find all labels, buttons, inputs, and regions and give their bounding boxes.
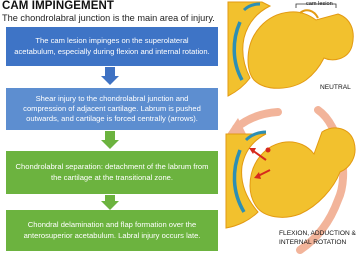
cam-lesion-label: cam lesion (306, 1, 333, 7)
diagram-title: CAM IMPINGEMENT (2, 0, 115, 12)
step-text: The cam lesion impinges on the superolateral acetabulum, especially during flexion and internal rotation. (14, 36, 210, 56)
neutral-hip-figure (228, 2, 353, 96)
flexion-label-line2: INTERNAL ROTATION (279, 238, 347, 246)
step-text: Chondrolabral separation: detachment of the labrum from the cartilage at the transitional zone. (15, 162, 209, 182)
flexion-label (279, 230, 356, 247)
step-text: Shear injury to the chondrolabral junction and compression of adjacent cartilage. Labrum is pushed outwards, and cartilage is forced centrally (arrows). (23, 93, 201, 123)
diagram-subtitle: The chondrolabral junction is the main area of injury. (2, 13, 215, 23)
step-text: Chondral delamination and flap formation over the anterosuperior acetabulum. Labral injury occurs late. (23, 220, 201, 240)
flexion-label-line1: FLEXION, ADDUCTION & (279, 230, 356, 237)
neutral-label: NEUTRAL (320, 84, 351, 91)
